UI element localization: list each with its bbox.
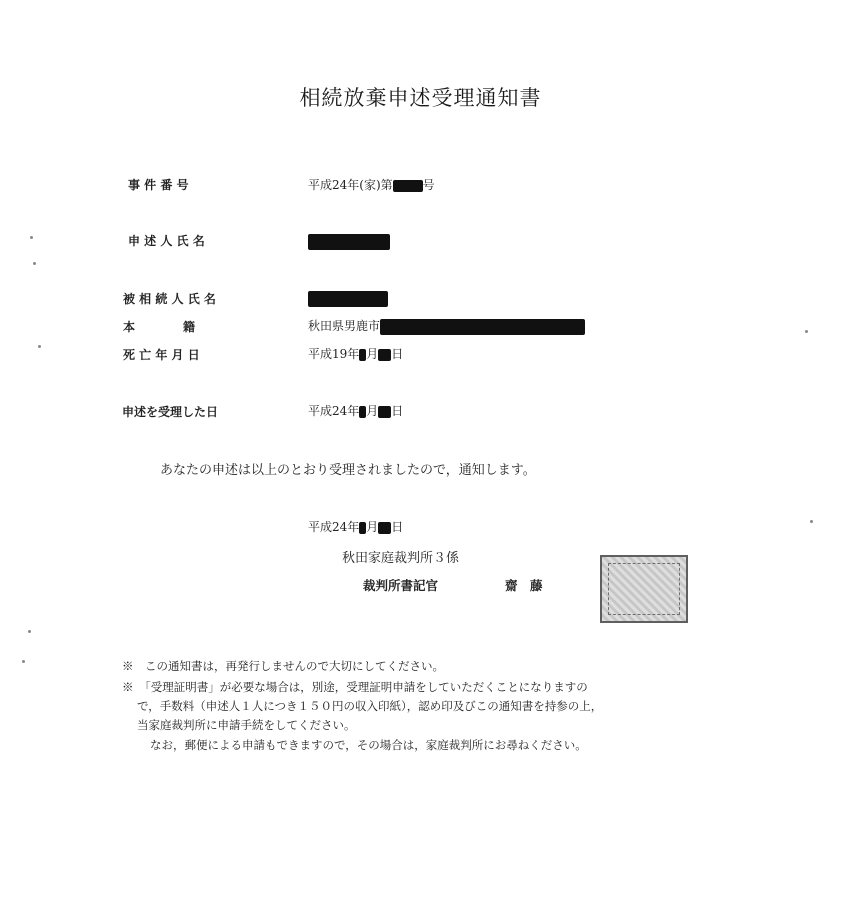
clerk-name: 齋 藤 <box>505 578 543 593</box>
document-title: 相続放棄申述受理通知書 <box>299 86 542 110</box>
redaction-bar <box>393 180 423 192</box>
issue-day-unit: 日 <box>391 520 404 534</box>
domicile-value <box>308 317 585 335</box>
scan-speck <box>38 345 41 348</box>
death-date-value <box>308 345 403 362</box>
note-line-3: で，手数料（申述人１人につき１５０円の収入印紙），認め印及びこの通知書を持参の上， <box>137 699 603 713</box>
accepted-year: 平成24年 <box>308 404 360 418</box>
decedent-name-label: 被 相 続 人 氏 名 <box>123 292 216 306</box>
note-line-5: なお，郵便による申請もできますので，その場合は，家庭裁判所にお尋ねください。 <box>150 738 587 752</box>
scan-speck <box>22 660 25 663</box>
redaction-bar <box>308 234 390 250</box>
official-seal-stamp <box>600 555 688 623</box>
scan-speck <box>30 236 33 239</box>
death-date-label: 死 亡 年 月 日 <box>123 348 200 362</box>
note-line-4: 当家庭裁判所に申請手続をしてください。 <box>137 718 356 732</box>
decedent-name-value <box>308 288 388 307</box>
seal-border <box>608 563 680 615</box>
applicant-name-value <box>308 231 390 250</box>
death-year: 平成19年 <box>308 347 360 361</box>
domicile-label: 本 籍 <box>123 320 196 334</box>
redaction-bar <box>308 291 388 307</box>
scan-speck <box>33 262 36 265</box>
redaction-bar <box>380 319 585 335</box>
issue-date <box>308 518 403 535</box>
case-number-prefix: 平成24年(家)第 <box>308 178 393 192</box>
redaction-bar <box>378 349 391 361</box>
death-month-unit: 月 <box>366 347 379 361</box>
note-line-2: ※ 「受理証明書」が必要な場合は，別途，受理証明申請をしていただくことになりますの <box>122 680 588 694</box>
case-number-value <box>308 176 435 193</box>
scan-speck <box>810 520 813 523</box>
accepted-month-unit: 月 <box>366 404 379 418</box>
accepted-date-label: 申述を受理した日 <box>122 405 219 419</box>
issue-year: 平成24年 <box>308 520 360 534</box>
redaction-bar <box>378 522 391 534</box>
scan-speck <box>805 330 808 333</box>
case-number-label: 事 件 番 号 <box>128 178 189 192</box>
applicant-name-label: 申 述 人 氏 名 <box>128 234 205 248</box>
court-name: 秋田家庭裁判所３係 <box>342 551 460 566</box>
domicile-text: 秋田県男鹿市 <box>308 319 381 333</box>
issue-month-unit: 月 <box>366 520 379 534</box>
accepted-day-unit: 日 <box>391 404 404 418</box>
clerk-title: 裁判所書記官 <box>363 578 439 593</box>
death-day-unit: 日 <box>391 347 404 361</box>
case-number-suffix: 号 <box>422 178 435 192</box>
accepted-date-value <box>308 402 403 419</box>
notification-message: あなたの申述は以上のとおり受理されましたので，通知します。 <box>160 463 536 478</box>
redaction-bar <box>378 406 391 418</box>
scan-speck <box>28 630 31 633</box>
note-line-1: ※ この通知書は，再発行しませんので大切にしてください。 <box>122 659 444 673</box>
